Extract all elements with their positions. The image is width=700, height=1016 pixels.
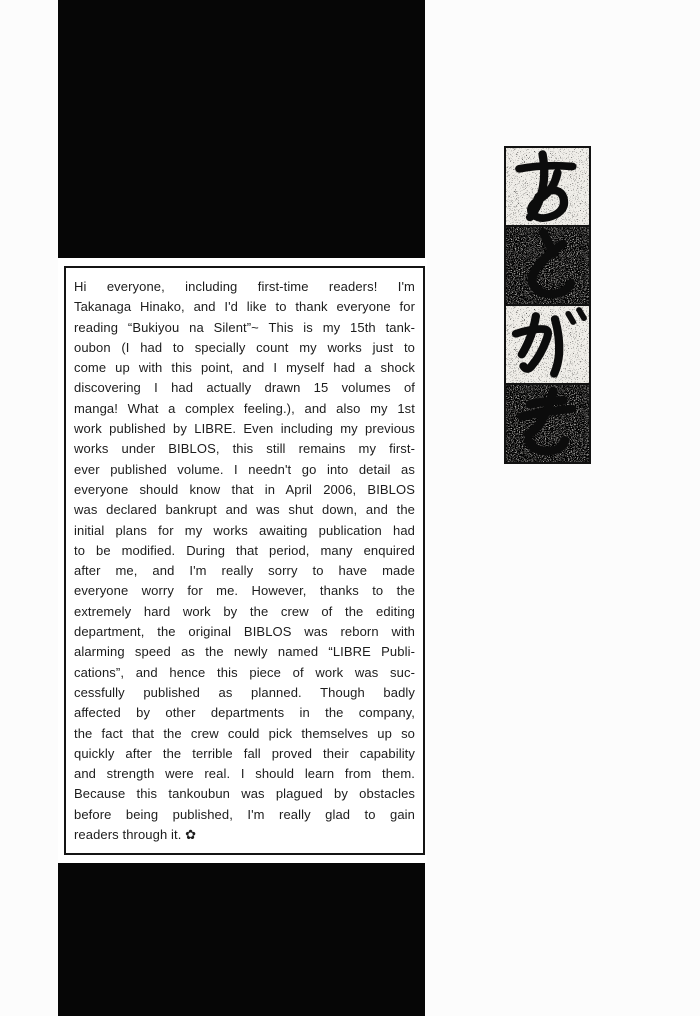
atogaki-char-box-ga: [504, 304, 591, 385]
afterword-line: before being published, I'm really glad to gain: [74, 806, 415, 822]
afterword-line: reading “Bukiyou na Silent”~ This is my 15th tank-: [74, 319, 415, 335]
atogaki-char-box-ki: [504, 383, 591, 464]
afterword-line: and strength were real. I should learn from them.: [74, 766, 415, 782]
atogaki-char-box-a: [504, 146, 591, 227]
afterword-line: Takanaga Hinako, and I'd like to thank everyone for: [74, 299, 415, 315]
afterword-line: discovering I had actually drawn 15 volumes of: [74, 380, 415, 396]
afterword-line-last: readers through it. ✿: [74, 827, 197, 843]
hiragana-a-glyph: [506, 148, 589, 225]
afterword-line: everyone should know that in April 2006, BIBLOS: [74, 481, 415, 497]
afterword-line: Hi everyone, including first-time readers! I'm: [74, 279, 415, 294]
afterword-line: manga! What a complex feeling.), and also my 1st: [74, 400, 415, 416]
afterword-line: affected by other departments in the company,: [74, 705, 415, 721]
afterword-line: work published by LIBRE. Even including my previous: [74, 421, 415, 437]
atogaki-char-box-to: [504, 225, 591, 306]
afterword-line: quickly after the terrible fall proved their capability: [74, 745, 415, 761]
afterword-line: the fact that the crew could pick themselves up so: [74, 725, 415, 741]
hiragana-ki-glyph: [506, 385, 589, 462]
afterword-line: works under BIBLOS, this still remains my first-: [74, 441, 415, 457]
afterword-line: to be modified. During that period, many enquired: [74, 542, 415, 558]
afterword-line: everyone worry for me. However, thanks to the: [74, 583, 415, 599]
afterword-line: cations”, and hence this piece of work was suc-: [74, 664, 415, 680]
afterword-line: Because this tankoubun was plagued by obstacles: [74, 786, 415, 802]
afterword-text-border: [64, 266, 425, 855]
afterword-line: oubon (I had to specially count my works just to: [74, 339, 415, 355]
afterword-line: extremely hard work by the crew of the editing: [74, 603, 415, 619]
afterword-line: initial plans for my works awaiting publication had: [74, 522, 415, 538]
afterword-line: was declared bankrupt and was shut down, and the: [74, 502, 415, 518]
atogaki-title-column: [504, 146, 591, 464]
afterword-line: after me, and I'm really sorry to have made: [74, 563, 415, 579]
afterword-text-box: [58, 258, 427, 863]
afterword-line: come up with this point, and I myself had a shock: [74, 360, 415, 376]
afterword-line: ever published volume. I needn't go into detail as: [74, 461, 415, 477]
hiragana-to-glyph: [506, 227, 589, 304]
hiragana-ga-glyph: [506, 306, 589, 383]
afterword-line: alarming speed as the newly named “LIBRE Publi-: [74, 644, 415, 660]
afterword-line: department, the original BIBLOS was reborn with: [74, 624, 415, 640]
afterword-line: cessfully published as planned. Though badly: [74, 684, 415, 700]
